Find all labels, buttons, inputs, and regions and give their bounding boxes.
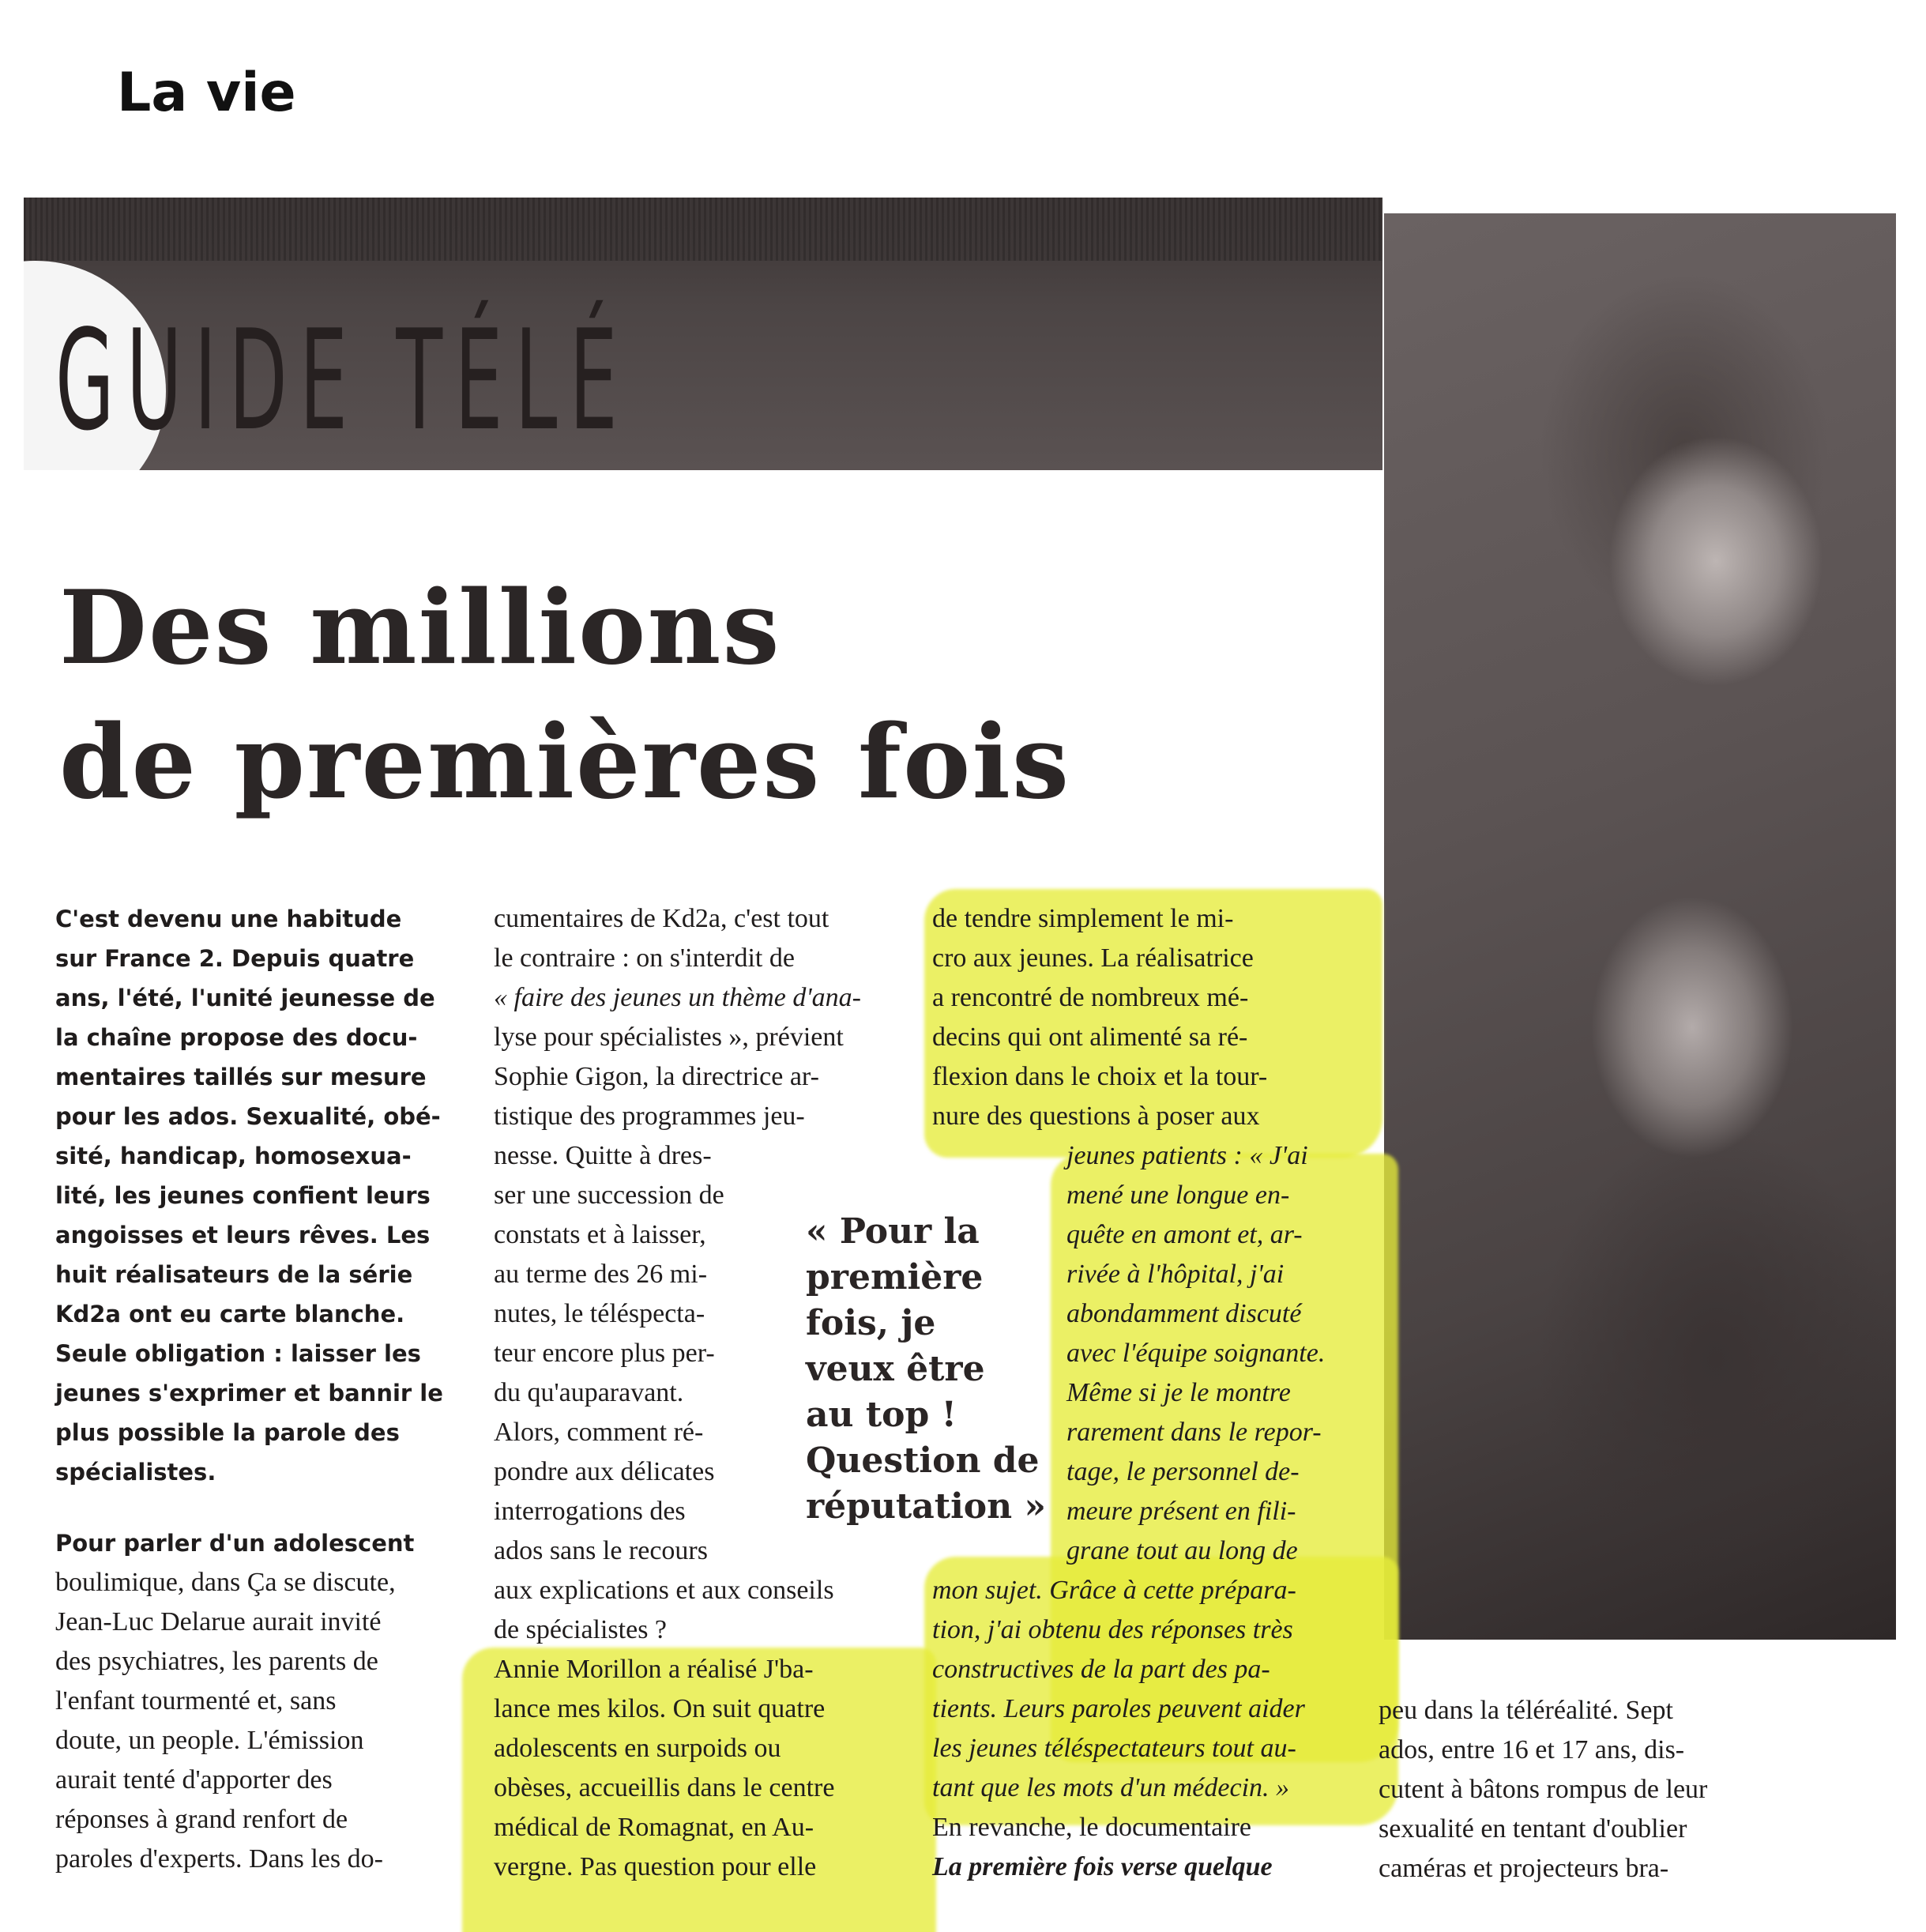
text-line: aux explications et aux conseils bbox=[494, 1576, 834, 1605]
pull-quote-line: Question de bbox=[806, 1441, 1040, 1481]
pull-quote-line: première bbox=[806, 1257, 984, 1297]
pull-quote-line: fois, je bbox=[806, 1303, 936, 1343]
text-line: tients. Leurs paroles peuvent aider bbox=[932, 1694, 1305, 1723]
section-title: GUIDE TÉLÉ bbox=[55, 301, 630, 461]
text-line: constats et à laisser, bbox=[494, 1220, 706, 1249]
text-line: ados, entre 16 et 17 ans, dis- bbox=[1379, 1735, 1685, 1764]
text-line: quête en amont et, ar- bbox=[1066, 1220, 1303, 1249]
text-line: sur France 2. Depuis quatre bbox=[55, 945, 415, 972]
text-line: avec l'équipe soignante. bbox=[1066, 1339, 1326, 1368]
text-line: C'est devenu une habitude bbox=[55, 906, 402, 932]
text-line: de spécialistes ? bbox=[494, 1615, 668, 1644]
text-line: paroles d'experts. Dans les do- bbox=[55, 1844, 383, 1874]
text-line: lyse pour spécialistes », prévient bbox=[494, 1022, 844, 1052]
text-line: rivée à l'hôpital, j'ai bbox=[1066, 1260, 1285, 1289]
text-line: Sophie Gigon, la directrice ar- bbox=[494, 1062, 819, 1091]
text-line: l'enfant tourmenté et, sans bbox=[55, 1686, 337, 1715]
text-line: ados sans le recours bbox=[494, 1536, 708, 1565]
headline-line-1: Des millions bbox=[59, 569, 781, 687]
text-line: pondre aux délicates bbox=[494, 1457, 715, 1486]
pull-quote-line: au top ! bbox=[806, 1395, 957, 1435]
text-line: boulimique, dans Ça se discute, bbox=[55, 1568, 396, 1597]
text-line: mentaires taillés sur mesure bbox=[55, 1064, 427, 1090]
text-line: nesse. Quitte à dres- bbox=[494, 1141, 712, 1170]
text-line: sité, handicap, homosexua- bbox=[55, 1143, 412, 1169]
text-line: abondamment discuté bbox=[1066, 1299, 1302, 1328]
text-line: nutes, le téléspecta- bbox=[494, 1299, 705, 1328]
article-headline bbox=[59, 561, 1070, 830]
article-column-3 bbox=[932, 899, 1379, 1887]
text-line: huit réalisateurs de la série bbox=[55, 1261, 413, 1288]
text-line: les jeunes téléspectateurs tout au- bbox=[932, 1734, 1296, 1763]
column-2-narrow-block bbox=[494, 1176, 778, 1571]
text-line: pour les ados. Sexualité, obé- bbox=[55, 1103, 441, 1130]
text-line: mon sujet. Grâce à cette prépara- bbox=[932, 1576, 1296, 1605]
lede-intro bbox=[55, 899, 498, 1492]
text-line: tant que les mots d'un médecin. » bbox=[932, 1773, 1290, 1802]
text-line: cro aux jeunes. La réalisatrice bbox=[932, 943, 1254, 973]
text-line: meure présent en fili- bbox=[1066, 1497, 1296, 1526]
text-line: interrogations des bbox=[494, 1497, 686, 1526]
text-line: jeunes patients : « J'ai bbox=[1066, 1141, 1308, 1170]
text-line: mené une longue en- bbox=[1066, 1181, 1290, 1210]
text-line: Même si je le montre bbox=[1066, 1378, 1291, 1407]
text-line: En revanche, le documentaire bbox=[932, 1813, 1252, 1842]
pull-quote-line: veux être bbox=[806, 1349, 985, 1389]
text-line: grane tout au long de bbox=[1066, 1536, 1298, 1565]
text-line: des psychiatres, les parents de bbox=[55, 1647, 378, 1676]
text-line: La première fois verse quelque bbox=[932, 1852, 1273, 1881]
text-line: tion, j'ai obtenu des réponses très bbox=[932, 1615, 1293, 1644]
text-line: Jean-Luc Delarue aurait invité bbox=[55, 1607, 382, 1636]
text-line: Pour parler d'un adolescent bbox=[55, 1530, 415, 1557]
text-line: rarement dans le repor- bbox=[1066, 1418, 1322, 1447]
text-line: flexion dans le choix et la tour- bbox=[932, 1062, 1268, 1091]
text-line: adolescents en surpoids ou bbox=[494, 1734, 781, 1763]
text-line: cumentaires de Kd2a, c'est tout bbox=[494, 904, 829, 933]
lede-column bbox=[55, 899, 498, 1879]
text-line: decins qui ont alimenté sa ré- bbox=[932, 1022, 1248, 1052]
text-line: constructives de la part des pa- bbox=[932, 1655, 1270, 1684]
text-line: du qu'auparavant. bbox=[494, 1378, 684, 1407]
page-label: La vie bbox=[117, 62, 296, 124]
text-line: nure des questions à poser aux bbox=[932, 1102, 1260, 1131]
text-line: a rencontré de nombreux mé- bbox=[932, 983, 1249, 1012]
scanned-article bbox=[24, 198, 1896, 1932]
headline-line-2: de premières fois bbox=[59, 703, 1070, 822]
text-line: aurait tenté d'apporter des bbox=[55, 1765, 333, 1795]
text-line: sexualité en tentant d'oublier bbox=[1379, 1814, 1687, 1843]
article-column-4 bbox=[1379, 1691, 1821, 1889]
text-line: « faire des jeunes un thème d'ana- bbox=[494, 983, 861, 1012]
text-line: lance mes kilos. On suit quatre bbox=[494, 1694, 826, 1723]
section-banner bbox=[24, 198, 1382, 470]
text-line: tistique des programmes jeu- bbox=[494, 1102, 805, 1131]
text-line: obèses, accueillis dans le centre bbox=[494, 1773, 835, 1802]
text-line: vergne. Pas question pour elle bbox=[494, 1852, 817, 1881]
text-line: Seule obligation : laisser les bbox=[55, 1340, 421, 1367]
text-line: peu dans la téléréalité. Sept bbox=[1379, 1696, 1673, 1725]
text-line: au terme des 26 mi- bbox=[494, 1260, 708, 1289]
text-line: lité, les jeunes confient leurs bbox=[55, 1182, 431, 1209]
text-line: jeunes s'exprimer et bannir le bbox=[55, 1380, 443, 1407]
text-line: caméras et projecteurs bra- bbox=[1379, 1854, 1669, 1883]
pull-quote-line: réputation » bbox=[806, 1486, 1046, 1527]
text-line: plus possible la parole des bbox=[55, 1419, 400, 1446]
text-line: ser une succession de bbox=[494, 1181, 724, 1210]
text-line: doute, un people. L'émission bbox=[55, 1726, 364, 1755]
text-line: tage, le personnel de- bbox=[1066, 1457, 1300, 1486]
text-line: Kd2a ont eu carte blanche. bbox=[55, 1301, 405, 1328]
lede-body bbox=[55, 1523, 498, 1879]
text-line: réponses à grand renfort de bbox=[55, 1805, 348, 1834]
text-line: teur encore plus per- bbox=[494, 1339, 715, 1368]
text-line: le contraire : on s'interdit de bbox=[494, 943, 795, 973]
column-3-indented-quote bbox=[932, 1136, 1379, 1571]
pull-quote-line: « Pour la bbox=[806, 1211, 980, 1252]
text-line: angoisses et leurs rêves. Les bbox=[55, 1222, 431, 1248]
text-line: cutent à bâtons rompus de leur bbox=[1379, 1775, 1708, 1804]
text-line: spécialistes. bbox=[55, 1459, 216, 1486]
text-line: Annie Morillon a réalisé J'ba- bbox=[494, 1655, 814, 1684]
text-line: de tendre simplement le mi- bbox=[932, 904, 1234, 933]
text-line: Alors, comment ré- bbox=[494, 1418, 704, 1447]
text-line: médical de Romagnat, en Au- bbox=[494, 1813, 814, 1842]
text-line: la chaîne propose des docu- bbox=[55, 1024, 418, 1051]
text-line: ans, l'été, l'unité jeunesse de bbox=[55, 985, 435, 1011]
photo-teenagers bbox=[1384, 213, 1896, 1640]
